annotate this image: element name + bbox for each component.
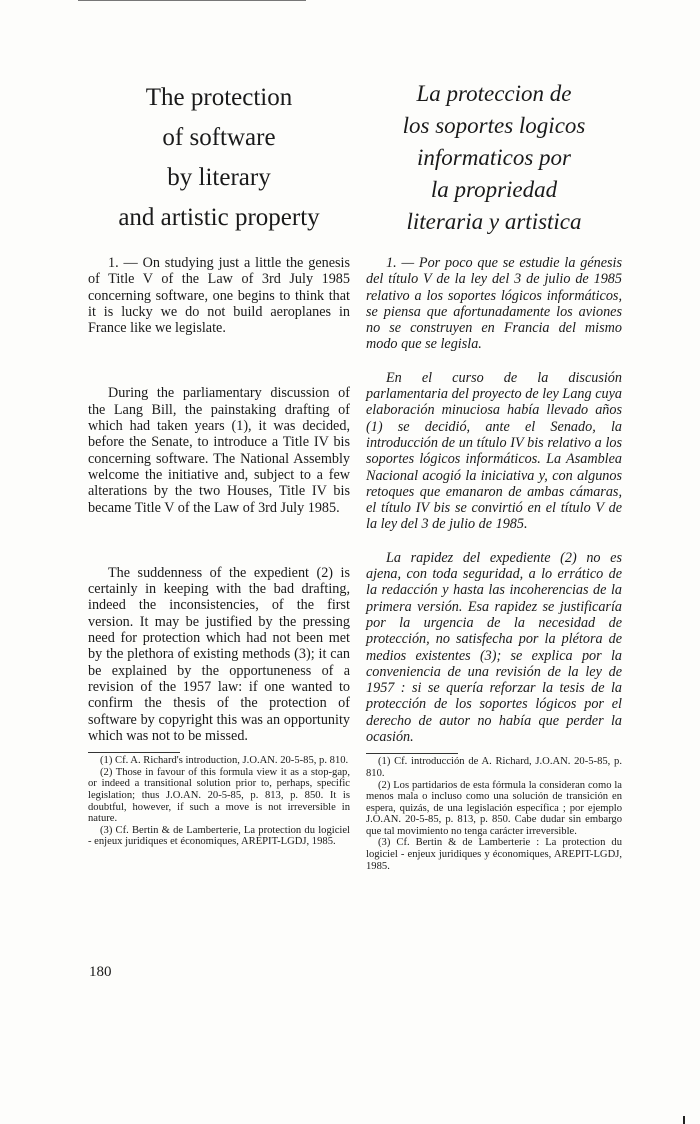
edge-mark bbox=[683, 1116, 685, 1124]
english-footnotes bbox=[88, 752, 350, 848]
spanish-title-line: los soportes logicos bbox=[402, 113, 586, 138]
english-column bbox=[88, 78, 350, 848]
spanish-title-line: literaria y artistica bbox=[406, 209, 582, 234]
page-number: 180 bbox=[89, 964, 112, 980]
english-title-line: and artistic property bbox=[118, 204, 320, 231]
footnote-rule bbox=[88, 752, 180, 753]
spanish-footnotes bbox=[366, 753, 622, 872]
spanish-footnote-1: (1) Cf. introducción de A. Richard, J.O.AN. 20-5-85, p. 810. bbox=[366, 756, 622, 779]
spanish-paragraph-3: La rapidez del expediente (2) no es ajena, con toda seguridad, a lo errático de la redacción y hasta las incoherencias de la primera versión. Esa rapidez se justificaría por la urgencia de la necesidad de protección, no satisfecha por la plétora de medios existentes (3); se explica por la conveniencia de una revisión de la ley de 1957 : si se quería reforzar la tesis de la protección de los soportes lógicos por el derecho de autor no había que perder la ocasión. bbox=[366, 549, 622, 746]
english-paragraph-3: The suddenness of the expedient (2) is certainly in keeping with the bad drafting, indeed the inconsistencies, of the first version. It may be justified by the pressing need for protection which had not been met by the plethora of existing methods (3); it can be explained by the opportuneness of a revision of the 1957 law: if one wanted to confirm the thesis of the protection of software by copyright this was an opportunity which was not to be missed. bbox=[88, 564, 350, 744]
spanish-paragraph-1: 1. — Por poco que se estudie la génesis del título V de la ley del 3 de julio de 1985 relativo a los soportes lógicos informáticos, se piensa que afortunadamente los aviones no se construyen en Francia del mismo modo que se legisla. bbox=[366, 255, 622, 353]
spanish-footnote-2: (2) Los partidarios de esta fórmula la consideran como la menos mala o incluso como una solución de transición en espera, quizás, de una legislación específica ; por ejemplo J.O.AN. 20-5-85, p. 813, p. 850. Cabe dudar sin embargo que tal movimiento no tenga carácter irreversible. bbox=[366, 779, 622, 837]
english-title-line: of software bbox=[162, 124, 276, 151]
top-rule bbox=[78, 0, 306, 1]
english-title-line: by literary bbox=[167, 164, 271, 191]
spanish-column bbox=[366, 78, 622, 872]
english-footnote-3: (3) Cf. Bertin & de Lamberterie, La protection du logiciel - enjeux juridiques et économiques, AREPIT-LGDJ, 1985. bbox=[88, 824, 350, 848]
spanish-title-line: informaticos por bbox=[417, 145, 571, 170]
english-footnote-2: (2) Those in favour of this formula view it as a stop-gap, or indeed a transitional solution prior to, perhaps, specific legislation; thus J.O.AN. 20-5-85, p. 813, p. 850. It is doubtful, however, if such a move is not irreversible in nature. bbox=[88, 766, 350, 825]
english-title-line: The protection bbox=[145, 84, 293, 111]
footnote-rule bbox=[366, 753, 458, 754]
spanish-title-line: la propriedad bbox=[430, 177, 558, 202]
english-title bbox=[88, 78, 350, 238]
english-footnote-1: (1) Cf. A. Richard's introduction, J.O.AN. 20-5-85, p. 810. bbox=[100, 755, 349, 767]
english-paragraph-1: 1. — On studying just a little the genesis of Title V of the Law of 3rd July 1985 concerning software, one begins to think that it is lucky we do not build aeroplanes in France like we legislate. bbox=[88, 255, 350, 337]
spanish-paragraph-2: En el curso de la discusión parlamentaria del proyecto de ley Lang cuya elaboración minuciosa había llevado años (1) se decidió, ante el Senado, la introducción de un título IV bis relativo a los soportes lógicos informáticos. La Asamblea Nacional acogió la iniciativa y, con algunos retoques que emanaron de ambas cámaras, el título IV bis se convirtió en el título V de la ley del 3 de julio de 1985. bbox=[366, 369, 622, 533]
spanish-footnote-3: (3) Cf. Bertin & de Lamberterie : La protection du logiciel - enjeux juridiques y économiques, AREPIT-LGDJ, 1985. bbox=[366, 837, 622, 872]
spanish-title bbox=[366, 78, 622, 238]
english-paragraph-2: During the parliamentary discussion of the Lang Bill, the painstaking drafting of which had taken years (1), it was decided, before the Senate, to introduce a Title IV bis concerning software. The National Assembly welcome the initiative and, subject to a few alterations by the two Houses, Title IV bis became Title V of the Law of 3rd July 1985. bbox=[88, 385, 350, 516]
spanish-title-line: La proteccion de bbox=[416, 81, 572, 106]
